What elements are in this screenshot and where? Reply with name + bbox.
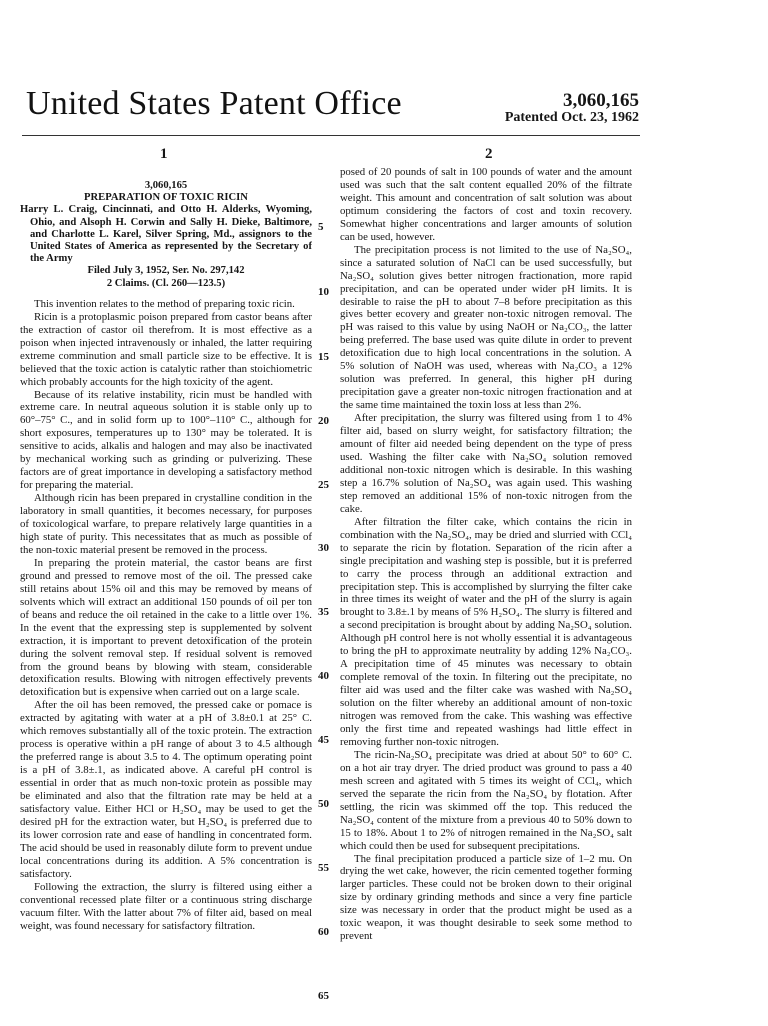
line-number: 35 [318,606,329,618]
column-number-2: 2 [485,146,493,162]
column-2-body [340,166,632,943]
front-matter-heading [20,180,312,204]
front-patent-number: 3,060,165 [144,180,188,191]
line-number: 65 [318,990,329,1002]
paragraph: This invention relates to the method of preparing toxic ricin. [34,297,295,310]
paragraph: The precipitation process is not limited to the use of Na₂SO₄, since a saturated solution of NaCl can be used successfully, but Na₂SO₄ solution gives better nitrogen fractionation, more rapid precipitation, and can be operated under wider pH limits. It is desirable to raise the pH to about 7–8 before precipitation as this gives better ecovery and greater non-toxic nitrogen removal. The pH was raised to this value by using NaOH or Na₂CO₃, the latter being preferred. The base used was quite dilute in order to prevent detoxification due to high local concentrations in the solution. A 5% solution of NaOH was used, whereas with Na₂CO₃ a 12% solution was preferred. In general, this higher pH during precipitation gave a greater non-toxic nitrogen fractionation and at the same time maintained the toxin loss at less than 2%. [340,243,632,412]
filing-info [20,265,312,289]
invention-title: PREPARATION OF TOXIC RICIN [84,192,248,204]
column-1 [20,164,312,1024]
patent-office-title: United States Patent Office [26,85,402,122]
column-number-1: 1 [160,146,168,162]
patent-number: 3,060,165 [563,90,639,111]
line-number: 20 [318,415,329,427]
paragraph: In preparing the protein material, the castor beans are first ground and pressed to remove most of the oil. The pressed cake still retains about 15% oil and this may be removed by means of solvents which will extract an additional 150 pounds of oil per ton of beans and reduce the oil retained in the cake to a little over 1%. In the event that the expressing step is supplemented by solvent extraction, it is important to prevent detoxification of the protein during the solvent removal step. If residual solvent is removed from the ground beans by blowing with steam, considerable detoxification results. Blowing with nitrogen effectively prevents detoxification but is expensive when carried out on a large scale. [20,556,312,699]
line-number: 40 [318,670,329,682]
line-number: 60 [318,926,329,938]
line-number: 55 [318,862,329,874]
column-2 [340,166,632,1026]
filed-line: Filed July 3, 1952, Ser. No. 297,142 [87,265,245,277]
line-number: 45 [318,734,329,746]
line-number: 15 [318,351,329,363]
claims-line: 2 Claims. (Cl. 260—123.5) [106,277,226,289]
paragraph: Because of its relative instability, ricin must be handled with extreme care. In neutral aqueous solution it is stable only up to 60°–75° C., and in solid form up to 100°–110° C., although for short exposures, temperatures up to 130° may be tolerated. It is sensitive to acids, alkalis and halogen and may also be inactivated by mechanical working such as grinding or pulverizing. These factors are of great importance in developing a satisfactory method for preparing the material. [20,388,312,492]
paragraph: After filtration the filter cake, which contains the ricin in combination with the Na₂SO₄, may be dried and slurried with CCl₄ to separate the ricin by flotation. Separation of the ricin after a single precipitation and washing step is possible, but it is preferred to carry the process through an additional extraction and precipitation step. This is accomplished by slurrying the filter cake in three times its weight of water and the pH of the slurry is again brought to 3.8±.1 by means of 5% H₂SO₄. The slurry is filtered and a second precipitation is brought about by adding Na₂SO₄ solution. Although pH control here is not wholly essential it is advantageous to bring the pH to approximate neutrality by adding 12% Na₂CO₃. A precipitation time of 45 minutes was necessary to obtain complete removal of the toxin. In filtering out the precipitate, no filter aid was used and the filter cake was washed with Na₂SO₄ solution on the filter whereby an additional amount of non-toxic nitrogen was removed from the cake. This washing was effective only the first time and repeated washings had little effect in removing further non-toxic nitrogen. [340,515,632,748]
line-number: 5 [318,221,324,233]
header-rule [22,135,640,136]
paragraph: After the oil has been removed, the pressed cake or pomace is extracted by agitating with water at a pH of 3.8±0.1 at 25° C. which removes substantially all of the toxic protein. The extraction process is operative within a pH range of about 3 to 4.5 although the preferred range is about 3.5 to 4. The optimum operating point is a pH of 3.8±.1, as indicated above. A careful pH control is essential in order that as much non-toxic protein as possible may be eliminated and also that the filtration rate may be held at a satisfactory value. Either HCl or H₂SO₄ may be used to get the desired pH for the extraction water, but H₂SO₄ is preferred due to its lower corrosion rate and ease of handling in concentrated form. The acid should be used in reasonably dilute form to prevent undue local concentrations during its addition. A 5% concentration is satisfactory. [20,699,312,880]
inventors-assignment: Harry L. Craig, Cincinnati, and Otto H. Alderks, Wyoming, Ohio, and Alsoph H. Corwin and Sally H. Dieke, Baltimore, and Charlotte L. Karel, Silver Spring, Md., assignors to the United States of America as represented by the Secretary of the Army [20,204,312,265]
paragraph: Although ricin has been prepared in crystalline condition in the laboratory in small quantities, it becomes necessary, for purposes of toxicological warfare, to prepare relatively large quantities in a high state of purity. This necessitates that as much as possible of the non-toxic material present be removed in the process. [20,492,312,556]
paragraph: posed of 20 pounds of salt in 100 pounds of water and the amount used was such that the salt content equalled 20% of the filtrate weight. This amount and concentration of salt solution was about optimum considering the factors of cost and toxin recovery. Somewhat higher concentrations and larger amounts of solution can be used, however. [340,166,632,243]
paragraph: The final precipitation produced a particle size of 1–2 mu. On drying the wet cake, however, the ricin cemented together forming larger particles. These could not be broken down to their original size by ordinary grinding methods and since a very fine particle size was necessary in order that the product might be used as a toxic weapon, it was thought desirable to seek some method to prevent [340,852,632,943]
paragraph: The ricin-Na₂SO₄ precipitate was dried at about 50° to 60° C. on a hot air tray dryer. The dried product was ground to pass a 40 mesh screen and agitated with 5 times its weight of CCl₄, which served the separate the ricin from the Na₂SO₄ by flotation. After settling, the ricin was skimmed off the top. This reduced the Na₂SO₄ content of the mixture from a previous 40 to 50% down to 15 to 18%. About 1 to 2% of nitrogen remained in the Na₂SO₄ salt which could then be used for subsequent precipitations. [340,748,632,852]
paragraph: After precipitation, the slurry was filtered using from 1 to 4% filter aid, based on slurry weight, for satisfactory filtration; the amount of filter aid needed being dependent on the type of press used. Washing the filter cake with Na₂SO₄ solution removed additional non-toxic nitrogen which is desirable. In this washing step a 16.7% solution of Na₂SO₄ was again used. This washing step removed an additional 15% of non-toxic nitrogen from the cake. [340,412,632,515]
paragraph: Ricin is a protoplasmic poison prepared from castor beans after the extraction of castor oil therefrom. It is most effective as a poison when injected intravenously or inhaled, the latter requiring extreme comminution and small particle size to be effective. It is believed that the toxic action is catalytic rather than stoichiometric which probably accounts for the high toxicity of the agent. [20,310,312,388]
paragraph: Following the extraction, the slurry is filtered using either a conventional recessed plate filter or a continuous string discharge vacuum filter. With the latter about 7% of filter aid, based on meal weight, was found necessary for satisfactory filtration. [20,880,312,932]
line-number: 50 [318,798,329,810]
column-1-body [20,298,312,933]
line-number: 10 [318,286,329,298]
line-number: 30 [318,542,329,554]
patented-date: Patented Oct. 23, 1962 [504,110,639,125]
line-number: 25 [318,479,329,491]
